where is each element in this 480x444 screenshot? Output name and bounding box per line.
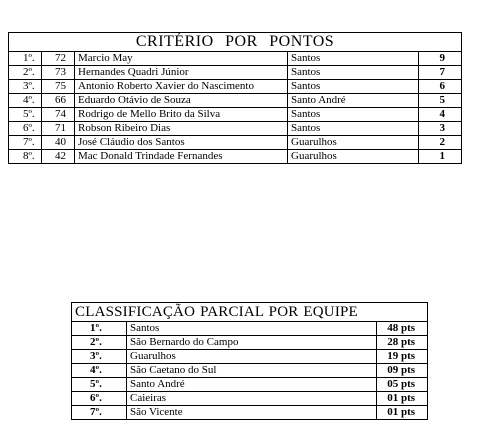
team-cell: Guarulhos (288, 136, 419, 150)
team-cell: Santo André (127, 378, 377, 392)
classificacao-title: CLASSIFICAÇÃO PARCIAL POR EQUIPE (72, 303, 428, 322)
table-row (9, 80, 462, 94)
athlete-name-cell: Mac Donald Trindade Fernandes (75, 150, 288, 164)
table-row (9, 66, 462, 80)
position-cell: 5º. (72, 378, 127, 392)
position-cell: 5º. (9, 108, 42, 122)
classificacao-parcial-table (71, 302, 428, 420)
points-cell: 19 pts (377, 350, 428, 364)
points-cell: 9 (419, 52, 462, 66)
points-cell: 28 pts (377, 336, 428, 350)
points-cell: 4 (419, 108, 462, 122)
table-row (72, 364, 428, 378)
team-cell: São Bernardo do Campo (127, 336, 377, 350)
team-cell: Santos (288, 122, 419, 136)
position-cell: 4º. (9, 94, 42, 108)
team-cell: São Vicente (127, 406, 377, 420)
athlete-name-cell: Rodrigo de Mello Brito da Silva (75, 108, 288, 122)
points-cell: 1 (419, 150, 462, 164)
athlete-number-cell: 40 (42, 136, 75, 150)
position-cell: 3º. (9, 80, 42, 94)
athlete-number-cell: 75 (42, 80, 75, 94)
team-cell: Santos (127, 322, 377, 336)
athlete-name-cell: Marcio May (75, 52, 288, 66)
points-cell: 5 (419, 94, 462, 108)
athlete-number-cell: 73 (42, 66, 75, 80)
points-cell: 2 (419, 136, 462, 150)
position-cell: 7º. (9, 136, 42, 150)
athlete-number-cell: 42 (42, 150, 75, 164)
position-cell: 2º. (72, 336, 127, 350)
team-cell: Santo André (288, 94, 419, 108)
position-cell: 2º. (9, 66, 42, 80)
points-cell: 3 (419, 122, 462, 136)
criterio-por-pontos-table (8, 32, 462, 164)
athlete-number-cell: 66 (42, 94, 75, 108)
table-row (72, 336, 428, 350)
athlete-name-cell: Eduardo Otávio de Souza (75, 94, 288, 108)
position-cell: 1º. (72, 322, 127, 336)
position-cell: 8º. (9, 150, 42, 164)
points-cell: 6 (419, 80, 462, 94)
athlete-name-cell: Hernandes Quadri Júnior (75, 66, 288, 80)
team-cell: Santos (288, 52, 419, 66)
table-row (72, 392, 428, 406)
team-cell: Caieiras (127, 392, 377, 406)
team-cell: Santos (288, 66, 419, 80)
table-row (9, 108, 462, 122)
points-cell: 7 (419, 66, 462, 80)
table-row (72, 350, 428, 364)
table-row (72, 378, 428, 392)
table-row (72, 406, 428, 420)
table-row (9, 94, 462, 108)
table-row (9, 150, 462, 164)
position-cell: 3º. (72, 350, 127, 364)
team-cell: São Caetano do Sul (127, 364, 377, 378)
criterio-title: CRITÉRIO POR PONTOS (9, 33, 462, 52)
athlete-number-cell: 71 (42, 122, 75, 136)
position-cell: 6º. (72, 392, 127, 406)
position-cell: 6º. (9, 122, 42, 136)
position-cell: 7º. (72, 406, 127, 420)
table-title-row (9, 33, 462, 52)
team-cell: Santos (288, 80, 419, 94)
table-title-row (72, 303, 428, 322)
team-cell: Guarulhos (127, 350, 377, 364)
athlete-name-cell: Antonio Roberto Xavier do Nascimento (75, 80, 288, 94)
points-cell: 09 pts (377, 364, 428, 378)
table-row (9, 52, 462, 66)
team-cell: Santos (288, 108, 419, 122)
team-cell: Guarulhos (288, 150, 419, 164)
table-row (9, 136, 462, 150)
table-row (9, 122, 462, 136)
points-cell: 01 pts (377, 406, 428, 420)
athlete-name-cell: Robson Ribeiro Dias (75, 122, 288, 136)
points-cell: 05 pts (377, 378, 428, 392)
points-cell: 01 pts (377, 392, 428, 406)
position-cell: 1º. (9, 52, 42, 66)
points-cell: 48 pts (377, 322, 428, 336)
table-row (72, 322, 428, 336)
position-cell: 4º. (72, 364, 127, 378)
athlete-name-cell: José Cláudio dos Santos (75, 136, 288, 150)
athlete-number-cell: 72 (42, 52, 75, 66)
athlete-number-cell: 74 (42, 108, 75, 122)
